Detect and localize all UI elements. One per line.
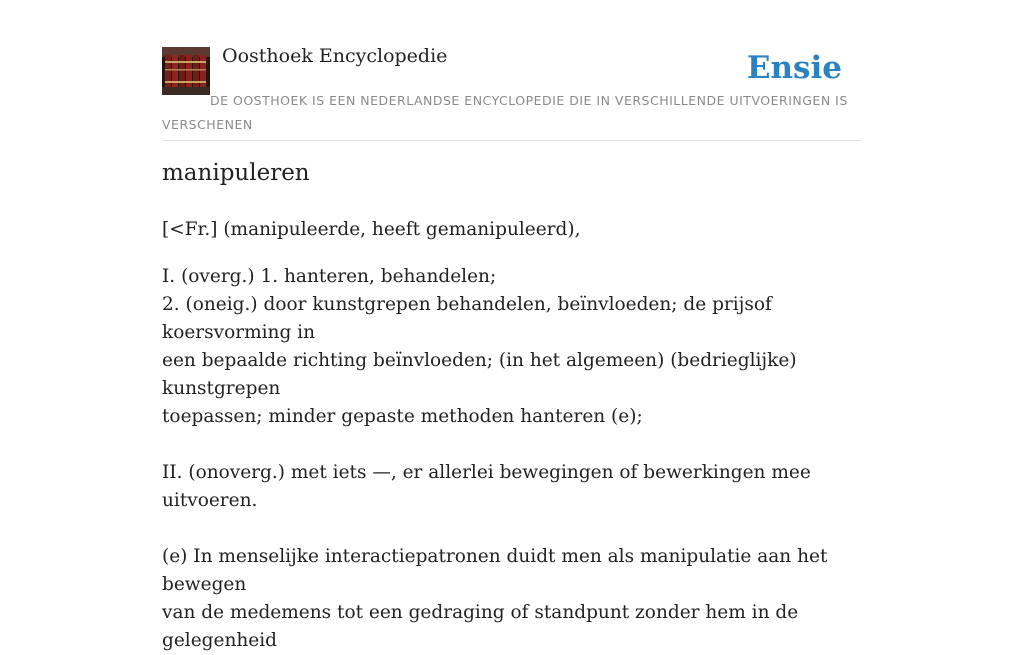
page-title: manipuleren (162, 160, 310, 186)
note-line-2: van de medemens tot een gedraging of standpunt zonder hem in de gelegenheid (162, 602, 799, 651)
sense-ii-text: II. (onoverg.) met iets —, er allerlei bewegingen of bewerkingen mee uitvoeren. (162, 462, 811, 511)
sense-2-line-2: een bepaalde richting beïnvloeden; (in het algemeen) (bedrieglijke) kunstgrepen (162, 350, 797, 399)
tagline-text: DE OOSTHOEK IS EEN NEDERLANDSE ENCYCLOPEDIE DIE IN VERSCHILLENDE UITVOERINGEN IS VERSCHENEN (162, 93, 848, 132)
sense-1-text: I. (overg.) 1. hanteren, behandelen; (162, 266, 497, 287)
site-name[interactable]: Oosthoek Encyclopedie (222, 45, 448, 67)
entry-body (162, 216, 882, 655)
sense-2-line-3: toepassen; minder gepaste methoden hanteren (e); (162, 406, 643, 427)
etymology-text: [<Fr.] (manipuleerde, heeft gemanipuleerd), (162, 219, 581, 240)
note-line-1: (e) In menselijke interactiepatronen duidt men als manipulatie aan het bewegen (162, 546, 828, 595)
site-header (162, 0, 862, 141)
site-tagline (162, 89, 862, 137)
brand-logo-text[interactable]: Ensie (746, 50, 842, 86)
sense-2-line-1: 2. (oneig.) door kunstgrepen behandelen, beïnvloeden; de prijsof koersvorming in (162, 294, 772, 343)
encyclopedia-books-icon[interactable] (162, 47, 210, 95)
content-container (162, 0, 862, 651)
